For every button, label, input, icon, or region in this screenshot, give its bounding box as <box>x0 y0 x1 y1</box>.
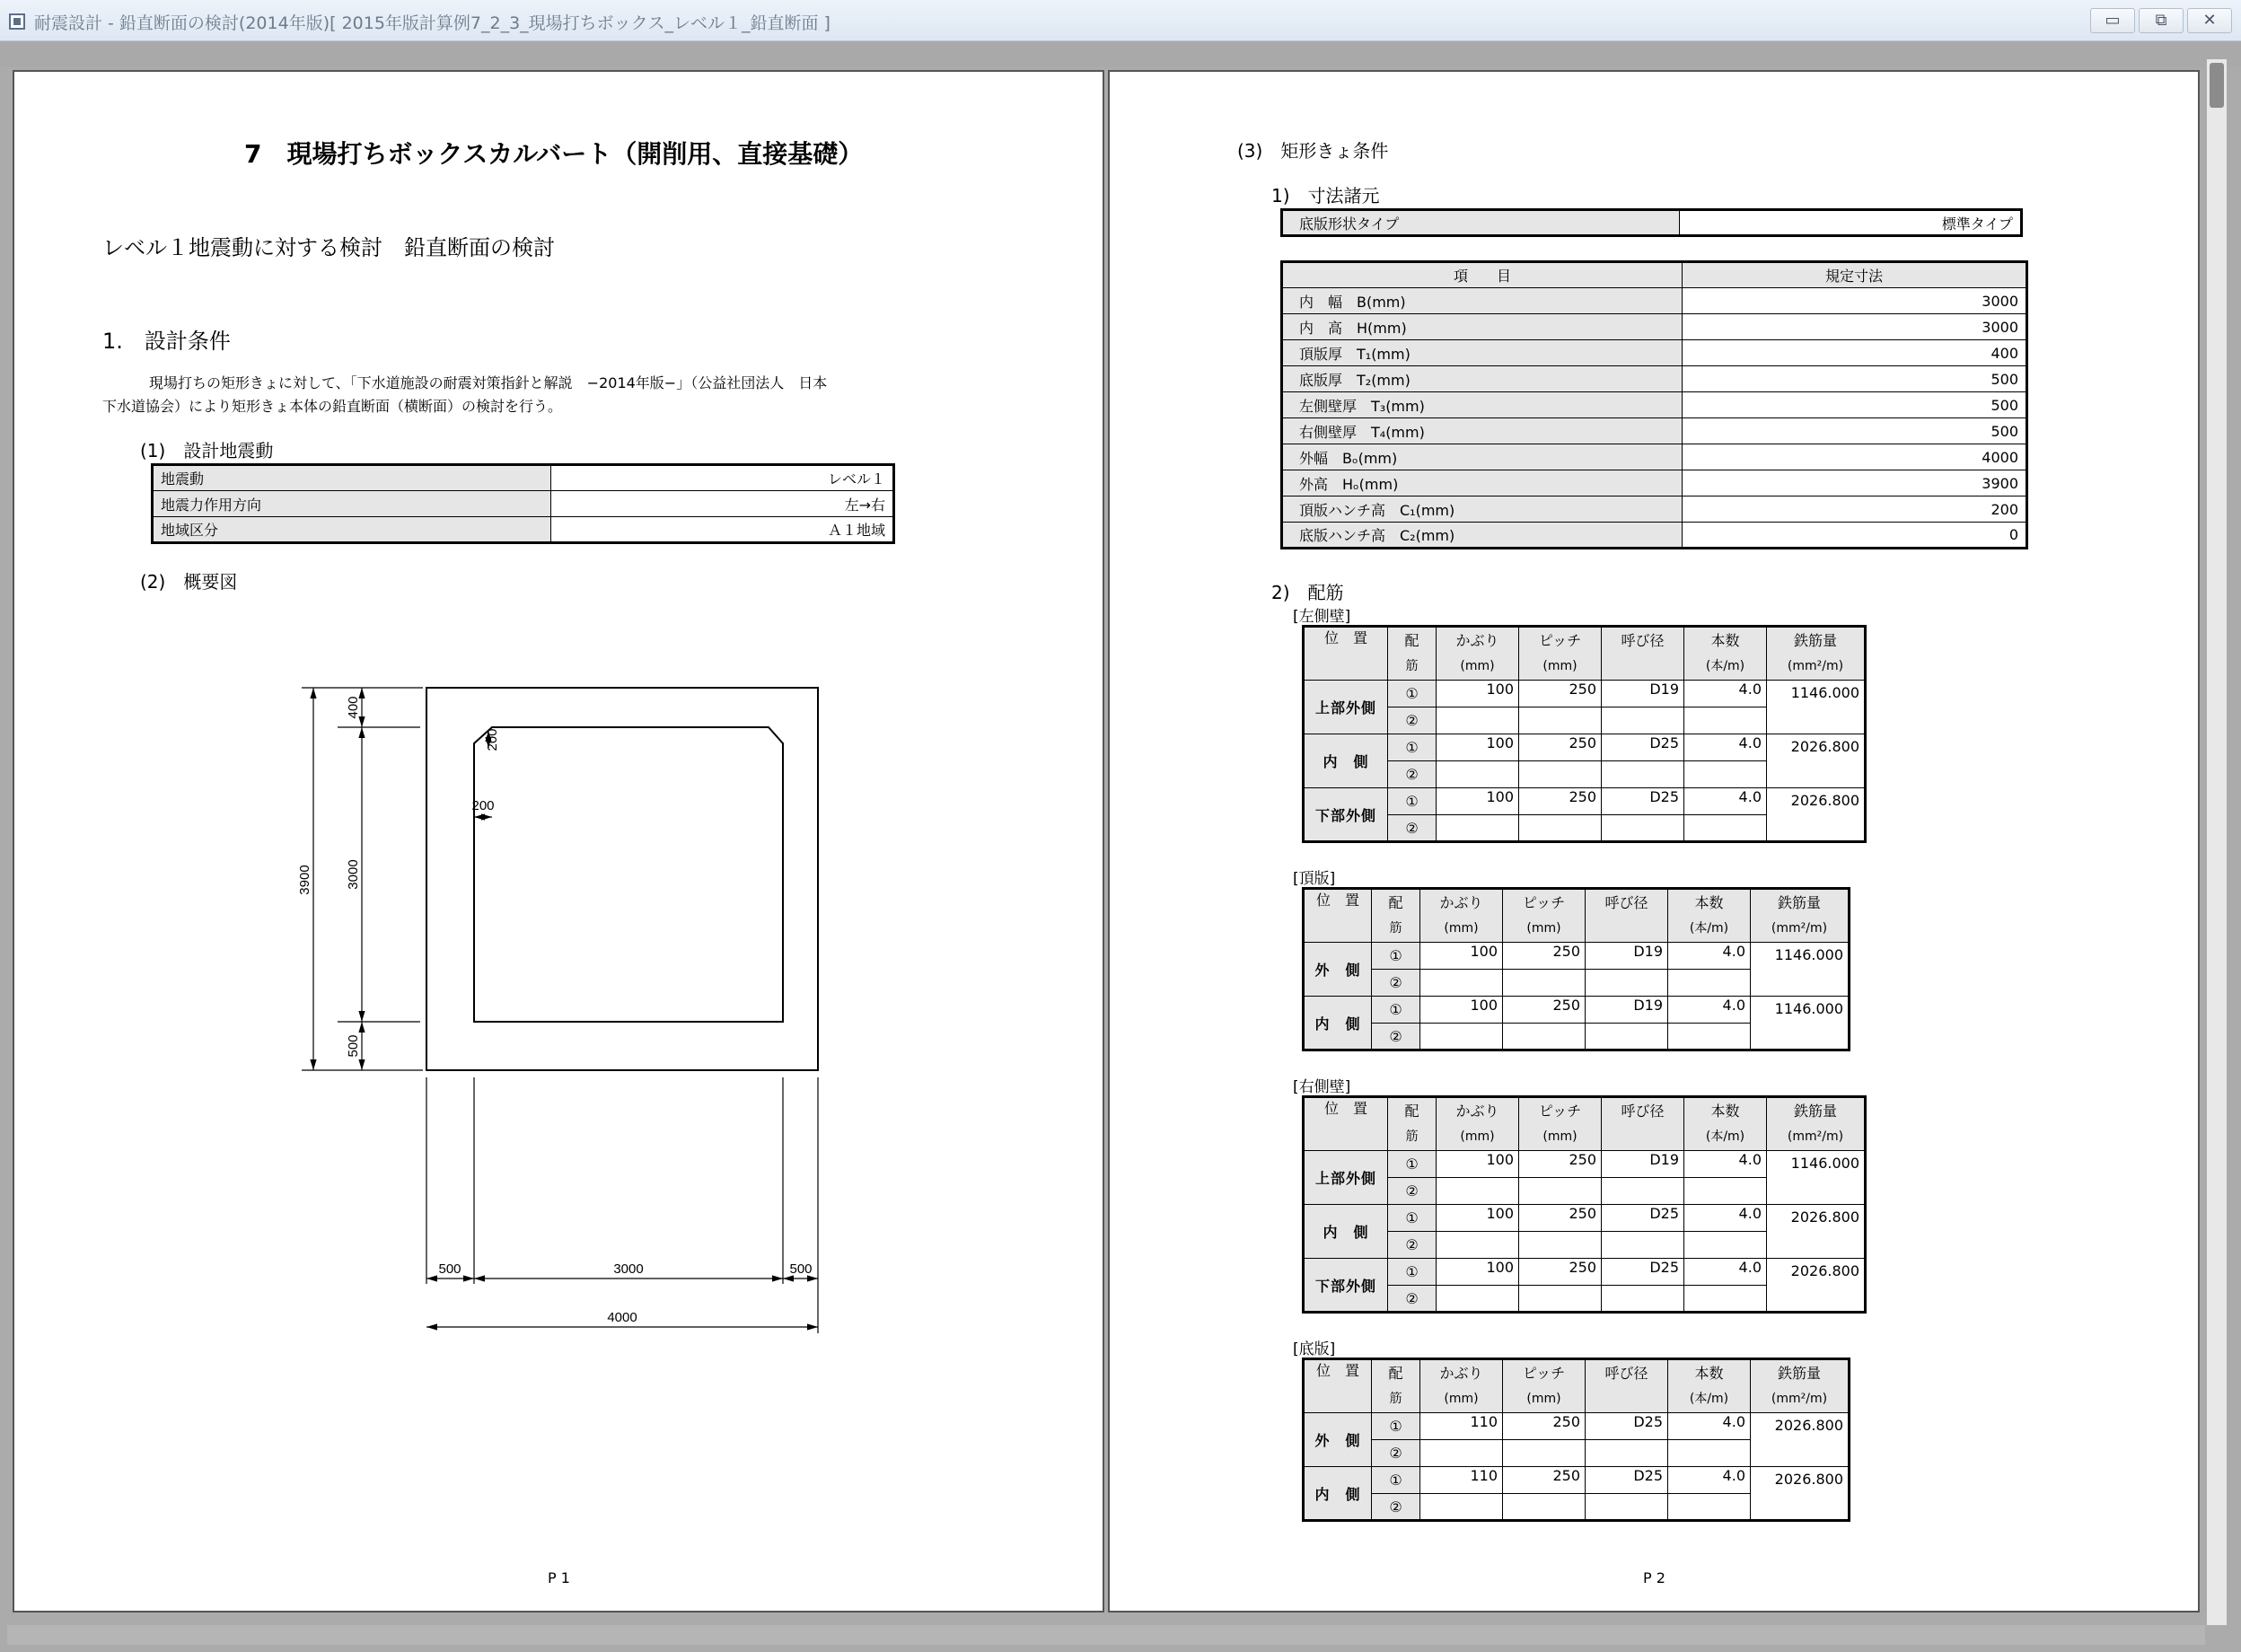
empty-cell <box>1519 815 1602 842</box>
header-cell: 筋 <box>1388 1124 1437 1151</box>
header-cell: (mm) <box>1420 1386 1503 1413</box>
page-number-1: P 1 <box>548 1569 570 1586</box>
page-1 <box>13 70 1104 1612</box>
header-cell: (mm²/m) <box>1751 1386 1850 1413</box>
empty-cell <box>1602 815 1684 842</box>
rebar-mark: ② <box>1372 970 1420 997</box>
rebar-mark: ① <box>1388 734 1437 761</box>
rebar-mark: ① <box>1372 1413 1420 1440</box>
header-cell: ピッチ <box>1503 1359 1586 1386</box>
rebar-group-label: [右側壁] <box>1293 1078 1351 1096</box>
header-cell: かぶり <box>1437 1097 1519 1124</box>
dim-label: 頂版厚 T₁(mm) <box>1282 340 1683 366</box>
dim-value: 400 <box>1683 340 2027 366</box>
rebar-pitch: 250 <box>1503 997 1586 1024</box>
table-row <box>1304 1151 1866 1178</box>
dim-inner-height: 3000 <box>346 859 361 890</box>
rebar-mark: ② <box>1372 1494 1420 1521</box>
rebar-num: 4.0 <box>1668 1413 1751 1440</box>
header-cell: 配 <box>1372 1359 1420 1386</box>
empty-cell <box>1684 1232 1767 1259</box>
header-cell: (mm²/m) <box>1767 1124 1866 1151</box>
empty-cell <box>1602 1232 1684 1259</box>
table-row <box>1282 418 2027 444</box>
rebar-mark: ① <box>1388 681 1437 707</box>
header-cell: 配 <box>1388 1097 1437 1124</box>
rebar-dia: D19 <box>1586 997 1668 1024</box>
header-cell: 配 <box>1372 889 1420 916</box>
empty-cell <box>1586 970 1668 997</box>
rebar-dia: D19 <box>1602 681 1684 707</box>
table-header-row <box>1304 654 1866 681</box>
empty-cell <box>1602 707 1684 734</box>
empty-cell <box>1668 1494 1751 1521</box>
rebar-cover: 110 <box>1420 1413 1503 1440</box>
rebar-dia: D25 <box>1602 1259 1684 1286</box>
dim-value: 3000 <box>1683 288 2027 314</box>
rebar-area-value: 1146.000 <box>1767 681 1866 734</box>
header-cell: 筋 <box>1372 916 1420 943</box>
rebar-position: 上部外側 <box>1304 1151 1388 1205</box>
close-button[interactable]: ✕ <box>2187 8 2232 33</box>
dim-value: 500 <box>1683 418 2027 444</box>
rebar-dia: D19 <box>1602 1151 1684 1178</box>
table-row <box>1282 366 2027 392</box>
header-cell: (mm²/m) <box>1751 916 1850 943</box>
minimize-button[interactable]: ▭ <box>2090 8 2135 33</box>
rebar-mark: ① <box>1388 1259 1437 1286</box>
header-cell: 本数 <box>1684 1097 1767 1124</box>
rebar-position: 内 側 <box>1304 734 1388 788</box>
quake-table <box>151 463 895 544</box>
inner-outline <box>474 727 783 1022</box>
rebar-dia: D25 <box>1602 734 1684 761</box>
rebar-area-value: 2026.800 <box>1767 1259 1866 1313</box>
table-header-row <box>1304 1359 1850 1386</box>
sub-heading-rebar: 2) 配筋 <box>1271 582 1344 603</box>
header-cell: 鉄筋量 <box>1751 1359 1850 1386</box>
rebar-num: 4.0 <box>1684 788 1767 815</box>
rebar-table <box>1302 1358 1850 1522</box>
rebar-cover: 100 <box>1437 734 1519 761</box>
rebar-pitch: 250 <box>1503 943 1586 970</box>
table-row <box>1282 392 2027 418</box>
empty-cell <box>1684 1178 1767 1205</box>
header-cell: 呼び径 <box>1602 1097 1684 1124</box>
empty-cell <box>1668 1440 1751 1467</box>
page-2 <box>1108 70 2200 1612</box>
empty-cell <box>1586 1440 1668 1467</box>
dim-value: 500 <box>1683 392 2027 418</box>
table-row: 地域区分 Ａ１地域 <box>153 517 894 543</box>
dim-value: 200 <box>1683 496 2027 523</box>
empty-cell <box>1420 1440 1503 1467</box>
rebar-pitch: 250 <box>1519 734 1602 761</box>
header-cell: 呼び径 <box>1586 889 1668 916</box>
intro-line-2: 下水道協会）により矩形きょ本体の鉛直断面（横断面）の検討を行う。 <box>102 398 563 415</box>
header-cell: 鉄筋量 <box>1767 1097 1866 1124</box>
table-row <box>1304 788 1866 815</box>
empty-cell <box>1503 970 1586 997</box>
header-cell: (mm) <box>1437 1124 1519 1151</box>
rebar-pitch: 250 <box>1503 1413 1586 1440</box>
header-cell <box>1602 654 1684 681</box>
rebar-position: 内 側 <box>1304 1205 1388 1259</box>
dim-haunch-vertical: 200 <box>485 728 500 751</box>
rebar-cover: 100 <box>1420 997 1503 1024</box>
dim-value: 500 <box>1683 366 2027 392</box>
rebar-num: 4.0 <box>1684 1259 1767 1286</box>
header-cell: 呼び径 <box>1602 627 1684 654</box>
empty-cell <box>1668 970 1751 997</box>
rebar-area-value: 2026.800 <box>1767 788 1866 842</box>
rebar-num: 4.0 <box>1668 1467 1751 1494</box>
rebar-dia: D25 <box>1586 1413 1668 1440</box>
rebar-dia: D25 <box>1586 1467 1668 1494</box>
rebar-mark: ② <box>1388 1232 1437 1259</box>
header-cell <box>1586 1386 1668 1413</box>
rebar-dia: D25 <box>1602 788 1684 815</box>
table-row <box>1304 1413 1850 1440</box>
dim-value: 3000 <box>1683 314 2027 340</box>
app-icon <box>9 13 25 30</box>
section-heading-3: (3) 矩形きょ条件 <box>1237 140 1389 162</box>
scrollbar-thumb[interactable] <box>2210 63 2224 108</box>
table-row: 地震動 レベル１ <box>153 465 894 491</box>
rebar-num: 4.0 <box>1684 1205 1767 1232</box>
rebar-mark: ② <box>1372 1024 1420 1050</box>
rebar-position: 下部外側 <box>1304 1259 1388 1313</box>
header-cell: (mm) <box>1519 654 1602 681</box>
header-cell: 本数 <box>1668 1359 1751 1386</box>
rebar-pitch: 250 <box>1519 681 1602 707</box>
dim-label: 底版厚 T₂(mm) <box>1282 366 1683 392</box>
header-position: 位 置 <box>1304 1359 1372 1413</box>
rebar-mark: ① <box>1372 997 1420 1024</box>
empty-cell <box>1519 1232 1602 1259</box>
horizontal-scrollbar[interactable] <box>7 1625 2205 1645</box>
rebar-area-value: 2026.800 <box>1767 1205 1866 1259</box>
empty-cell <box>1602 761 1684 788</box>
table-row <box>1304 1205 1866 1232</box>
dim-value: 4000 <box>1683 444 2027 470</box>
header-cell: (本/m) <box>1668 1386 1751 1413</box>
header-cell: ピッチ <box>1519 1097 1602 1124</box>
table-row <box>1282 314 2027 340</box>
empty-cell <box>1437 707 1519 734</box>
rebar-pitch: 250 <box>1519 1205 1602 1232</box>
empty-cell <box>1420 1024 1503 1050</box>
dim-label: 内 幅 B(mm) <box>1282 288 1683 314</box>
empty-cell <box>1586 1494 1668 1521</box>
table-row <box>1304 997 1850 1024</box>
dim-label: 外高 Hₒ(mm) <box>1282 470 1683 496</box>
rebar-cover: 100 <box>1420 943 1503 970</box>
table-row <box>1282 444 2027 470</box>
header-cell: (mm) <box>1519 1124 1602 1151</box>
rebar-group-label: [底版] <box>1293 1340 1336 1358</box>
rebar-mark: ② <box>1388 1178 1437 1205</box>
header-cell: 本数 <box>1684 627 1767 654</box>
table-header-row <box>1304 1097 1866 1124</box>
rebar-cover: 100 <box>1437 1259 1519 1286</box>
header-cell: (本/m) <box>1684 654 1767 681</box>
dim-label: 左側壁厚 T₃(mm) <box>1282 392 1683 418</box>
empty-cell <box>1519 707 1602 734</box>
rebar-position: 外 側 <box>1304 943 1372 997</box>
empty-cell <box>1437 815 1519 842</box>
intro-line-1: 現場打ちの矩形きょに対して、「下水道施設の耐震対策指針と解説 −2014年版−」（公益社団法人 日本 <box>149 374 828 391</box>
rebar-mark: ① <box>1388 1205 1437 1232</box>
rebar-num: 4.0 <box>1668 997 1751 1024</box>
header-cell: (本/m) <box>1668 916 1751 943</box>
dim-value: 0 <box>1683 523 2027 549</box>
rebar-cover: 100 <box>1437 1151 1519 1178</box>
empty-cell <box>1420 1494 1503 1521</box>
document-title: 7 現場打ちボックスカルバート（開削用、直接基礎） <box>244 139 864 169</box>
table-header-row: 項 目 規定寸法 <box>1282 262 2027 288</box>
empty-cell <box>1503 1024 1586 1050</box>
header-cell: (mm²/m) <box>1767 654 1866 681</box>
header-cell: ピッチ <box>1519 627 1602 654</box>
header-cell: ピッチ <box>1503 889 1586 916</box>
rebar-position: 上部外側 <box>1304 681 1388 734</box>
empty-cell <box>1437 761 1519 788</box>
rebar-mark: ② <box>1388 761 1437 788</box>
empty-cell <box>1684 1286 1767 1313</box>
rebar-mark: ① <box>1372 943 1420 970</box>
rebar-area-value: 2026.800 <box>1751 1413 1850 1467</box>
rebar-num: 4.0 <box>1684 681 1767 707</box>
header-cell: 鉄筋量 <box>1751 889 1850 916</box>
rebar-area-value: 1146.000 <box>1751 997 1850 1050</box>
rebar-num: 4.0 <box>1684 1151 1767 1178</box>
header-position: 位 置 <box>1304 889 1372 943</box>
subtitle: レベル１地震動に対する検討 鉛直断面の検討 <box>102 235 555 260</box>
table-row <box>1304 1259 1866 1286</box>
dim-label: 右側壁厚 T₄(mm) <box>1282 418 1683 444</box>
dim-right-wall: 500 <box>789 1261 813 1277</box>
rebar-position: 下部外側 <box>1304 788 1388 842</box>
rebar-mark: ② <box>1388 707 1437 734</box>
rebar-cover: 100 <box>1437 681 1519 707</box>
table-row <box>1304 1467 1850 1494</box>
viewer-background <box>0 41 2241 66</box>
header-cell: 筋 <box>1372 1386 1420 1413</box>
empty-cell <box>1684 707 1767 734</box>
table-row: 底版形状タイプ 標準タイプ <box>1282 210 2022 236</box>
table-row <box>1282 340 2027 366</box>
header-cell: かぶり <box>1420 889 1503 916</box>
rebar-cover: 100 <box>1437 788 1519 815</box>
table-row: 地震力作用方向 左→右 <box>153 491 894 517</box>
rebar-pitch: 250 <box>1519 788 1602 815</box>
empty-cell <box>1420 970 1503 997</box>
dimension-table <box>1280 260 2028 549</box>
maximize-button[interactable]: ⧉ <box>2139 8 2184 33</box>
empty-cell <box>1519 1286 1602 1313</box>
dim-label: 内 高 H(mm) <box>1282 314 1683 340</box>
table-row <box>1282 288 2027 314</box>
rebar-mark: ① <box>1388 1151 1437 1178</box>
empty-cell <box>1503 1494 1586 1521</box>
empty-cell <box>1437 1286 1519 1313</box>
empty-cell <box>1602 1178 1684 1205</box>
sub-heading-quake: (1) 設計地震動 <box>140 440 274 461</box>
header-cell: (mm) <box>1503 916 1586 943</box>
rebar-table <box>1302 1095 1867 1314</box>
empty-cell <box>1437 1178 1519 1205</box>
empty-cell <box>1503 1440 1586 1467</box>
rebar-position: 内 側 <box>1304 997 1372 1050</box>
rebar-num: 4.0 <box>1668 943 1751 970</box>
intro-paragraph <box>102 372 964 418</box>
rebar-num: 4.0 <box>1684 734 1767 761</box>
section-heading-1: 1. 設計条件 <box>102 329 231 354</box>
table-header-row <box>1304 627 1866 654</box>
rebar-area-value: 2026.800 <box>1767 734 1866 788</box>
empty-cell <box>1519 761 1602 788</box>
dim-bottom-slab: 500 <box>346 1034 361 1058</box>
table-row <box>1282 470 2027 496</box>
dim-top-slab: 400 <box>346 696 361 719</box>
rebar-pitch: 250 <box>1519 1151 1602 1178</box>
bottom-type-table <box>1280 208 2023 237</box>
table-row <box>1304 943 1850 970</box>
empty-cell <box>1437 1232 1519 1259</box>
rebar-mark: ② <box>1388 815 1437 842</box>
sub-heading-overview: (2) 概要図 <box>140 571 238 593</box>
table-header-row <box>1304 1124 1866 1151</box>
empty-cell <box>1586 1024 1668 1050</box>
header-cell: (mm) <box>1503 1386 1586 1413</box>
rebar-pitch: 250 <box>1519 1259 1602 1286</box>
header-cell <box>1602 1124 1684 1151</box>
table-row <box>1282 523 2027 549</box>
table-row <box>1282 496 2027 523</box>
window-title: 耐震設計 - 鉛直断面の検討(2014年版)[ 2015年版計算例7_2_3_現場打ちボックス_レベル１_鉛直断面 ] <box>34 13 830 33</box>
header-cell: (mm) <box>1437 654 1519 681</box>
header-cell <box>1586 916 1668 943</box>
header-cell: (mm) <box>1420 916 1503 943</box>
table-header-row <box>1304 916 1850 943</box>
rebar-dia: D25 <box>1602 1205 1684 1232</box>
dim-label: 頂版ハンチ高 C₁(mm) <box>1282 496 1683 523</box>
rebar-area-value: 1146.000 <box>1751 943 1850 997</box>
rebar-area-value: 1146.000 <box>1767 1151 1866 1205</box>
header-cell: 配 <box>1388 627 1437 654</box>
rebar-position: 外 側 <box>1304 1413 1372 1467</box>
empty-cell <box>1668 1024 1751 1050</box>
table-row <box>1304 681 1866 707</box>
empty-cell <box>1684 761 1767 788</box>
vertical-scrollbar[interactable] <box>2207 59 2227 1625</box>
dim-label: 外幅 Bₒ(mm) <box>1282 444 1683 470</box>
header-cell: かぶり <box>1437 627 1519 654</box>
empty-cell <box>1684 815 1767 842</box>
rebar-cover: 110 <box>1420 1467 1503 1494</box>
rebar-pitch: 250 <box>1503 1467 1586 1494</box>
rebar-group-label: [左側壁] <box>1293 608 1351 626</box>
rebar-cover: 100 <box>1437 1205 1519 1232</box>
rebar-table <box>1302 625 1867 843</box>
rebar-mark: ② <box>1372 1440 1420 1467</box>
header-position: 位 置 <box>1304 1097 1388 1151</box>
rebar-mark: ① <box>1372 1467 1420 1494</box>
header-cell: 鉄筋量 <box>1767 627 1866 654</box>
rebar-dia: D19 <box>1586 943 1668 970</box>
dim-label: 底版ハンチ高 C₂(mm) <box>1282 523 1683 549</box>
rebar-area-value: 2026.800 <box>1751 1467 1850 1521</box>
rebar-mark: ① <box>1388 788 1437 815</box>
box-culvert-drawing <box>284 611 858 1347</box>
header-cell: 筋 <box>1388 654 1437 681</box>
dim-inner-width: 3000 <box>613 1261 644 1277</box>
table-row <box>1304 734 1866 761</box>
dim-left-wall: 500 <box>438 1261 461 1277</box>
title-bar <box>0 0 2241 41</box>
sub-heading-dimensions: 1) 寸法諸元 <box>1271 185 1380 206</box>
table-header-row <box>1304 889 1850 916</box>
page-number-2: P 2 <box>1643 1569 1665 1586</box>
header-cell: 呼び径 <box>1586 1359 1668 1386</box>
rebar-table <box>1302 887 1850 1051</box>
empty-cell <box>1602 1286 1684 1313</box>
empty-cell <box>1519 1178 1602 1205</box>
header-position: 位 置 <box>1304 627 1388 681</box>
header-cell: (本/m) <box>1684 1124 1767 1151</box>
rebar-mark: ② <box>1388 1286 1437 1313</box>
rebar-group-label: [頂版] <box>1293 870 1336 888</box>
header-cell: かぶり <box>1420 1359 1503 1386</box>
dim-haunch-horizontal: 200 <box>471 798 495 813</box>
rebar-position: 内 側 <box>1304 1467 1372 1521</box>
table-header-row <box>1304 1386 1850 1413</box>
dim-total-height: 3900 <box>297 865 312 895</box>
dim-total-width: 4000 <box>607 1310 637 1325</box>
dim-value: 3900 <box>1683 470 2027 496</box>
header-cell: 本数 <box>1668 889 1751 916</box>
